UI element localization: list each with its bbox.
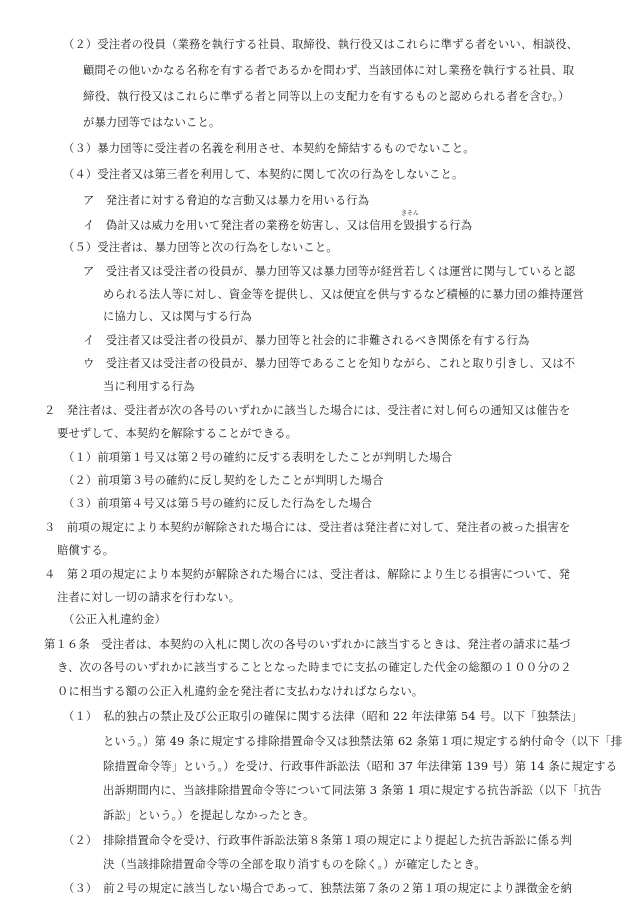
article-heading-line: 第１６条 受注者は、本契約の入札に関し次の各号のいずれかに該当するときは、発注者の請求に基づ [44,638,571,651]
text-line: められる法人等に対し、資金等を提供し、又は便宜を供与するなど積極的に暴力団の維持運営 [103,288,584,301]
text-line: （１） 私的独占の禁止及び公正取引の確保に関する法律（昭和 22 年法律第 54 号。以下「独禁法」 [63,710,583,723]
ruby-annotation: きそん [401,210,420,217]
text-line: 要せずして、本契約を解除することができる。 [57,427,298,440]
text-line: き、次の各号のいずれかに該当することとなった時までに支払の確定した代金の総額の１００分の２ [57,661,572,674]
text-line: （２） 排除措置命令を受け、行政事件訴訟法第８条第１項の規定により提起した抗告訴訟に係る判 [63,834,573,847]
text-line: 賠償する。 [57,544,115,557]
text-line: ア 受注者又は受注者の役員が、暴力団等又は暴力団等が経営若しくは運営に関与していると認 [83,265,576,278]
text-line: ０に相当する額の公正入札違約金を発注者に支払わなければならない。 [57,685,424,698]
text-line: （３） 前２号の規定に該当しない場合であって、独禁法第７条の２第１項の規定により課徴金を納 [63,882,573,895]
text-line: （１）前項第１号又は第２号の確約に反する表明をしたことが判明した場合 [63,451,453,464]
text-line: 決（当該排除措置命令等の全部を取り消すものを除く。）が確定したとき。 [103,858,486,871]
text-line: に協力し、又は関与する行為 [103,310,252,323]
text-line: （４）受注者又は第三者を利用して、本契約に関して次の行為をしないこと。 [63,168,464,181]
text-line: （５）受注者は、暴力団等と次の行為をしないこと。 [63,241,338,254]
text-line: ３ 前項の規定により本契約が解除された場合には、受注者は発注者に対して、発注者の被った損害を [44,521,571,534]
text-line: 締役、執行役又はこれらに準ずる者と同等以上の支配力を有するものと認められる者を含む。） [83,90,570,103]
text-line: （２）受注者の役員（業務を執行する社員、取締役、執行役又はこれらに準ずる者をいい、相談役、 [63,38,579,51]
text-line: （３）前項第４号又は第５号の確約に反した行為をした場合 [63,497,373,510]
text-line: が暴力団等ではないこと。 [83,116,221,129]
text-line: ４ 第２項の規定により本契約が解除された場合には、受注者は、解除により生じる損害について、発 [44,568,571,581]
text-line: 訴訟」という。）を提起しなかったとき。 [103,809,315,822]
text-line: 注者に対し一切の請求を行わない。 [57,591,241,604]
text-line: ウ 受注者又は受注者の役員が、暴力団等であることを知りながら、これと取り引きし、又は不 [83,357,576,370]
text-line: イ 偽計又は威力を用いて発注者の業務を妨害し、又は信用を毀損する行為 [83,219,473,232]
text-line: という。）第 49 条に規定する排除措置命令又は独禁法第 62 条第１項に規定する納付命令（以下「排 [103,735,623,748]
text-line: （３）暴力団等に受注者の名義を利用させ、本契約を締結するものでないこと。 [63,142,475,155]
text-line: イ 受注者又は受注者の役員が、暴力団等と社会的に非難されるべき関係を有する行為 [83,334,530,347]
section-heading: （公正入札違約金） [63,613,167,626]
text-line: ア 発注者に対する脅迫的な言動又は暴力を用いる行為 [83,194,370,207]
text-line: 除措置命令等」という。）を受け、行政事件訴訟法（昭和 37 年法律第 139 号）第 14 条に規定する [103,760,618,773]
text-line: 顧問その他いかなる名称を有する者であるかを問わず、当該団体に対し業務を執行する社員、取 [83,64,575,77]
text-line: 出訴期間内に、当該排除措置命令等について同法第 3 条第 1 項に規定する抗告訴訟（以下「抗告 [103,784,602,797]
text-line: ２ 発注者は、受注者が次の各号のいずれかに該当した場合には、受注者に対し何らの通知又は催告を [44,404,571,417]
text-line: （２）前項第３号の確約に反し契約をしたことが判明した場合 [63,474,384,487]
text-line: 当に利用する行為 [103,380,195,393]
